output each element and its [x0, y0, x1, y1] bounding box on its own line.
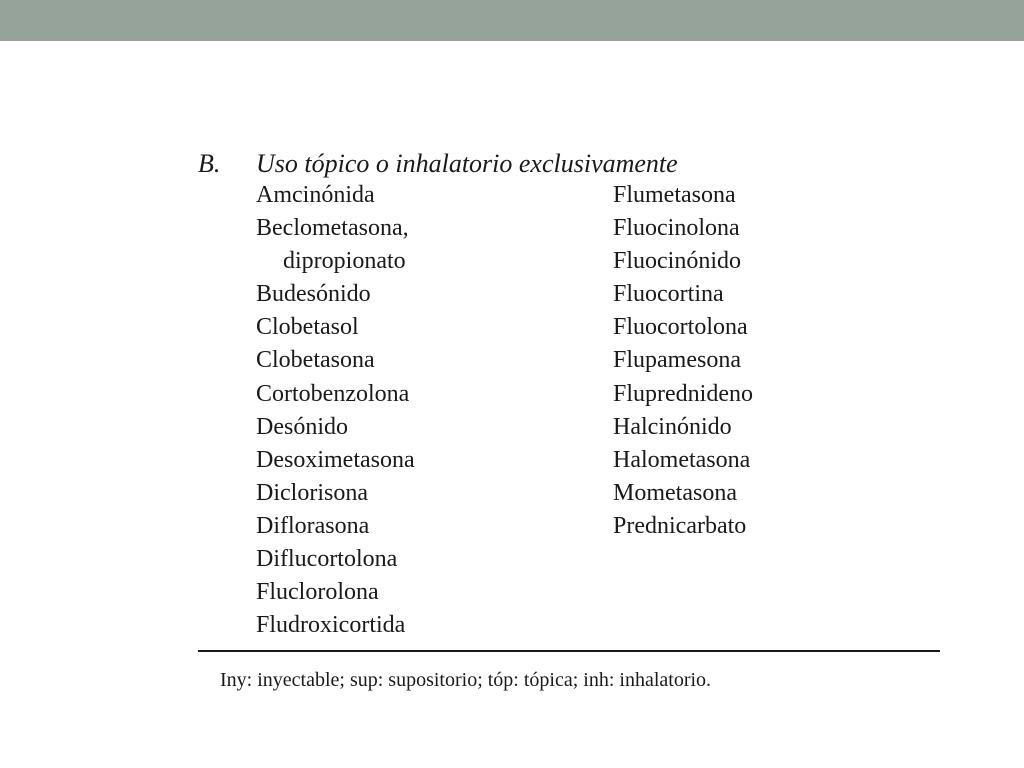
drug-list-item: dipropionato	[283, 248, 406, 275]
drug-list-item: Halometasona	[613, 446, 751, 473]
divider-rule	[198, 650, 940, 652]
drug-list-right	[613, 179, 753, 543]
drug-list-item: Fluocinolona	[613, 215, 740, 242]
drug-list-item: Beclometasona,	[256, 215, 409, 242]
drug-list-left	[256, 179, 415, 642]
drug-list-item: Fluprednideno	[613, 380, 753, 407]
drug-list-item: Diflorasona	[256, 512, 370, 539]
drug-list-item: Prednicarbato	[613, 512, 747, 539]
drug-list-item: Fluocinónido	[613, 248, 742, 275]
drug-list-item: Fluocortolona	[613, 314, 748, 341]
drug-list-item: Flumetasona	[613, 182, 736, 208]
drug-list-item: Desónido	[256, 413, 348, 440]
drug-list-item: Budesónido	[256, 281, 371, 308]
footnote: Iny: inyectable; sup: supositorio; tóp: tópica; inh: inhalatorio.	[220, 669, 712, 691]
drug-list-item: Clobetasona	[256, 347, 375, 374]
drug-list-item: Fluclorolona	[256, 579, 379, 606]
section-label: B.	[198, 149, 221, 178]
drug-list-item: Fludroxicortida	[256, 612, 406, 639]
drug-list-item: Mometasona	[613, 479, 737, 506]
drug-list-item: Clobetasol	[256, 314, 359, 341]
drug-list-item: Diflucortolona	[256, 546, 398, 573]
drug-list-item: Halcinónido	[613, 413, 732, 440]
drug-list-item: Flupamesona	[613, 347, 741, 374]
drug-list-item: Desoximetasona	[256, 446, 415, 473]
section-title: Uso tópico o inhalatorio exclusivamente	[256, 149, 678, 178]
drug-list-item: Amcinónida	[256, 182, 375, 208]
drug-list-item: Diclorisona	[256, 479, 368, 506]
top-bar	[0, 0, 1024, 41]
drug-list-item: Cortobenzolona	[256, 380, 410, 407]
drug-list-item: Fluocortina	[613, 281, 724, 308]
